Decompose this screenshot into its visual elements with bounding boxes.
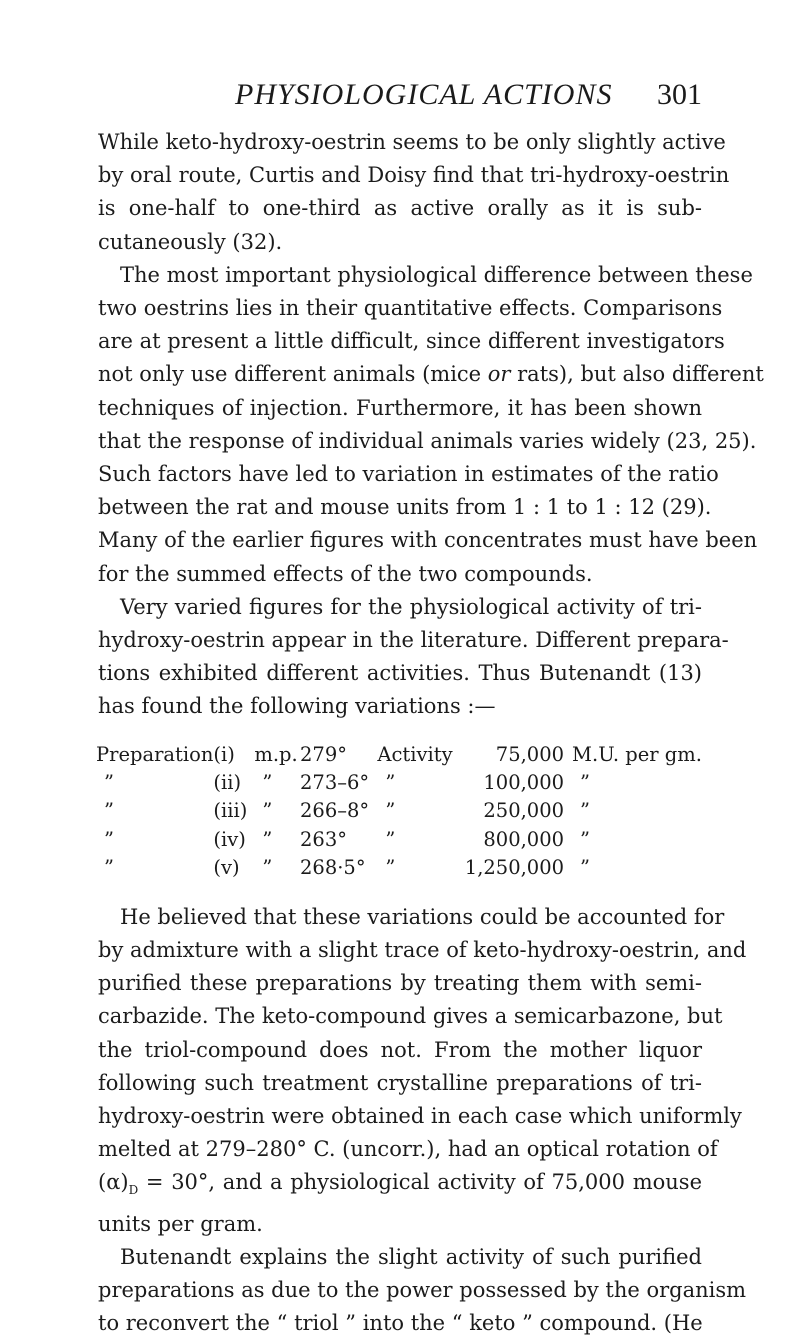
text-line: following such treatment crystalline preparations of tri- xyxy=(98,1070,702,1095)
text-line: The most important physiological difference between these xyxy=(120,262,753,287)
text-line: Very varied figures for the physiological activity of tri- xyxy=(120,594,702,619)
text-line: He believed that these variations could be accounted for xyxy=(120,904,725,929)
table-row xyxy=(96,741,702,769)
text-line: units per gram. xyxy=(98,1211,263,1236)
ditto-mark: ” xyxy=(104,856,114,880)
ditto-mark: ” xyxy=(580,771,591,795)
text-line: has found the following variations :— xyxy=(98,694,496,719)
ditto-mark: ” xyxy=(262,771,273,795)
text-line: two oestrins lies in their quantitative effects. Comparisons xyxy=(98,296,723,321)
text-line: to reconvert the “ triol ” into the “ keto ” compound. (He xyxy=(98,1311,703,1336)
text-line: preparations as due to the power possessed by the organism xyxy=(98,1278,747,1303)
ditto-mark: ” xyxy=(262,799,273,823)
text-line: tions exhibited different activities. Thus Butenandt (13) xyxy=(98,661,702,686)
ditto-mark: ” xyxy=(104,827,114,851)
table-row xyxy=(96,769,702,797)
preparation-number: (iii) xyxy=(213,799,248,823)
ditto-mark: ” xyxy=(385,856,396,880)
text-run: = 30°, and a physiological activity of 75,000 mouse xyxy=(138,1170,702,1195)
activity-value: 100,000 xyxy=(483,771,565,795)
preparation-number: (ii) xyxy=(213,771,242,795)
melting-point: 263° xyxy=(300,827,347,851)
text-line: the triol-compound does not. From the mother liquor xyxy=(98,1037,702,1062)
page-header xyxy=(0,78,800,118)
table-row xyxy=(96,854,702,882)
body-text xyxy=(96,126,764,1341)
preparations-table-body xyxy=(96,741,702,883)
text-line: by oral route, Curtis and Doisy find that tri-hydroxy-oestrin xyxy=(98,163,730,188)
text-run: rats), but also different xyxy=(510,362,764,387)
optical-rotation-symbol: (α) xyxy=(98,1170,129,1195)
text-line: by admixture with a slight trace of keto-hydroxy-oestrin, and xyxy=(98,937,747,962)
text-line: purified these preparations by treating them with semi- xyxy=(98,971,702,996)
text-line: While keto-hydroxy-oestrin seems to be only slightly active xyxy=(98,130,726,154)
ditto-mark: ” xyxy=(385,771,396,795)
mp-label: m.p. xyxy=(254,742,298,766)
table-row xyxy=(96,826,702,854)
ditto-mark: ” xyxy=(262,856,273,880)
activity-label: Activity xyxy=(377,742,453,766)
subscript-d: D xyxy=(128,1183,139,1198)
ditto-mark: ” xyxy=(262,827,273,851)
text-line: between the rat and mouse units from 1 : 1 to 1 : 12 (29). xyxy=(98,495,712,520)
paragraph-purification xyxy=(98,901,747,1241)
activity-value: 250,000 xyxy=(483,799,565,823)
paragraph-quantitative-effects xyxy=(98,259,764,591)
melting-point: 279° xyxy=(300,742,347,766)
page-number: 301 xyxy=(657,78,702,111)
preparation-number: (iv) xyxy=(213,827,246,851)
running-title: PHYSIOLOGICAL ACTIONS xyxy=(235,78,613,111)
preparation-label: Preparation xyxy=(96,742,214,766)
paragraph-reconversion xyxy=(98,1241,747,1341)
melting-point: 268·5° xyxy=(300,856,366,880)
text-line: hydroxy-oestrin were obtained in each case which uniformly xyxy=(98,1103,742,1128)
ditto-mark: ” xyxy=(104,799,114,823)
melting-point: 273–6° xyxy=(300,771,370,795)
paragraph-varied-figures xyxy=(98,591,729,724)
text-line xyxy=(98,1166,702,1207)
activity-unit: M.U. per gm. xyxy=(572,742,702,766)
ditto-mark: ” xyxy=(580,827,591,851)
preparation-number: (i) xyxy=(213,742,235,766)
melting-point: 266–8° xyxy=(300,799,370,823)
ditto-mark: ” xyxy=(385,827,396,851)
text-line: melted at 279–280° C. (uncorr.), had an optical rotation of xyxy=(98,1137,718,1162)
activity-value: 75,000 xyxy=(495,742,565,766)
preparation-number: (v) xyxy=(213,856,240,880)
text-line: Many of the earlier figures with concentrates must have been xyxy=(98,528,758,553)
ditto-mark: ” xyxy=(580,856,591,880)
text-line: for the summed effects of the two compounds. xyxy=(98,561,593,586)
activity-value: 1,250,000 xyxy=(464,856,565,880)
text-line: are at present a little difficult, since different investigators xyxy=(98,329,725,354)
table-row xyxy=(96,797,702,825)
ditto-mark: ” xyxy=(580,799,591,823)
text-line: hydroxy-oestrin appear in the literature. Different prepara- xyxy=(98,628,729,653)
paragraph-oral-activity xyxy=(98,126,730,259)
text-line: Such factors have led to variation in estimates of the ratio xyxy=(98,462,719,487)
text-line: Butenandt explains the slight activity of such purified xyxy=(120,1244,702,1269)
text-line: is one-half to one-third as active orally as it is sub- xyxy=(98,196,702,221)
text-run: not only use different animals (mice xyxy=(98,362,488,387)
text-line xyxy=(98,358,764,391)
text-line: techniques of injection. Furthermore, it has been shown xyxy=(98,395,702,420)
ditto-mark: ” xyxy=(385,799,396,823)
text-line: cutaneously (32). xyxy=(98,229,283,254)
preparations-table xyxy=(96,741,702,883)
italic-word: or xyxy=(487,362,511,387)
text-line: carbazide. The keto-compound gives a semicarbazone, but xyxy=(98,1004,723,1029)
ditto-mark: ” xyxy=(104,771,114,795)
text-line: that the response of individual animals varies widely (23, 25). xyxy=(98,428,757,453)
activity-value: 800,000 xyxy=(483,827,565,851)
